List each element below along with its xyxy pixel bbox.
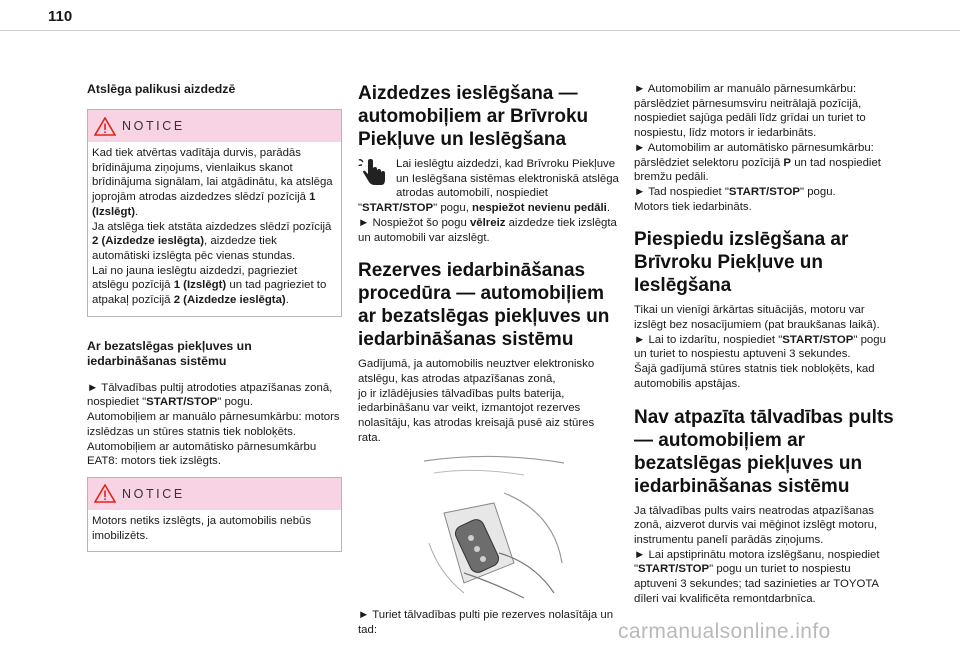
notice-header <box>88 478 341 510</box>
notice-paragraph: Kad tiek atvērtas vadītāja durvis, parādās brīdinājuma ziņojums, vienlaikus skanot brīdinājuma signālam, lai atgādinātu, ka atslēga joprojām atrodas aizdedzes slēdzī pozīcijā 1 (Izslēgt). <box>92 147 333 218</box>
notice-title: NOTICE <box>122 486 185 501</box>
column-3 <box>634 82 896 606</box>
finger-touch-icon <box>358 157 392 187</box>
watermark: carmanualsonline.info <box>618 620 831 643</box>
body-paragraph: jo ir izlādējusies tālvadības pults baterija, iedarbināšanu var veikt, izmantojot rezerves nolasītāju, kas atrodas kreisajā pusē aiz stūres rata. <box>358 387 595 444</box>
body-paragraph: Automobiļiem ar manuālo pārnesumkārbu: motors izslēdzas un stūres statnis tiek nobloķēts. <box>87 411 340 438</box>
body-paragraph: Šajā gadījumā stūres statnis tiek nobloķēts, kad automobilis apstājas. <box>634 363 875 390</box>
notice-box-2 <box>87 477 342 552</box>
body-paragraph: ► Automobilim ar automātisko pārnesumkārbu: pārslēdziet selektoru pozīcijā P un tad nospiediet bremžu pedāli. <box>634 141 881 184</box>
column-2 <box>358 82 620 638</box>
touch-paragraph <box>358 157 620 216</box>
warning-triangle-icon <box>94 484 116 503</box>
warning-triangle-icon <box>94 117 116 136</box>
heading-forced-stop: Piespiedu izslēgšana ar Brīvroku Piekļuve un Ieslēgšana <box>634 229 849 297</box>
body-paragraph: ► Turiet tālvadības pulti pie rezerves nolasītāja un tad: <box>358 609 614 636</box>
heading-backup-start: Rezerves iedarbināšanas procedūra — automobiļiem ar bezatslēgas piekļuves un iedarbināšanas sistēmu <box>358 260 610 351</box>
page-number: 110 <box>48 8 73 25</box>
body-paragraph: Automobiļiem ar automātisko pārnesumkārbu EAT8: motors tiek izslēgts. <box>87 440 317 468</box>
notice-title: NOTICE <box>122 118 185 133</box>
notice-paragraph: Lai no jauna ieslēgtu aizdedzi, pagrieziet atslēgu pozīcijā 1 (Izslēgt) un tad pagrieziet to atpakaļ pozīcijā 2 (Aizdedze ieslēgta). <box>92 264 327 307</box>
notice-body <box>88 510 341 551</box>
notice-body <box>88 142 341 316</box>
body-paragraph: ► Automobilim ar manuālo pārnesumkārbu: pārslēdziet pārnesumsviru neitrālajā pozīcijā, nospiediet sajūga pedāli līdz grīdai un turiet to nospiestu, līdz motors ir iedarbināts. <box>634 83 866 140</box>
body-paragraph: Gadījumā, ja automobilis neuztver elektronisko atslēgu, kas atrodas atpazīšanas zonā, <box>358 358 595 385</box>
body-paragraph: Motors tiek iedarbināts. <box>634 200 752 213</box>
body-paragraph: ► Nospiežot šo pogu vēlreiz aizdedze tiek izslēgta un automobili var aizslēgt. <box>358 216 617 244</box>
column-1 <box>87 82 342 566</box>
body-paragraph: Ja tālvadības pults vairs neatrodas atpazīšanas zonā, aizverot durvis vai mēģinot izslēgt motoru, instrumentu panelī parādās ziņojums. <box>634 504 878 546</box>
heading-key-in-ignition: Atslēga palikusi aizdedzē <box>87 82 236 96</box>
body-paragraph: Lai ieslēgtu aizdedzi, kad Brīvroku Piekļuve un Ieslēgšana sistēmas elektroniskā atslēga atrodas automobilī, nospiediet "START/STOP" pogu, nespiežot nevienu pedāli. <box>358 158 619 215</box>
notice-paragraph: Ja atslēga tiek atstāta aizdedzes slēdzī pozīcijā 2 (Aizdedze ieslēgta), aizdedze tiek automātiski izslēgta pēc vienas stundas. <box>92 220 332 262</box>
header-divider <box>0 30 960 31</box>
notice-header <box>88 110 341 142</box>
notice-box-1 <box>87 109 342 317</box>
body-paragraph: ► Lai apstiprinātu motora izslēgšanu, nospiediet "START/STOP" pogu un turiet to nospiestu aptuveni 3 sekundes; tad sazinieties ar TOYOTA dīleri vai kvalificēta remontdarbnīca. <box>634 548 880 605</box>
body-paragraph: ► Tad nospiediet "START/STOP" pogu. <box>634 185 836 198</box>
body-paragraph: Tikai un vienīgi ārkārtas situācijās, motoru var izslēgt bez nosacījumiem (pat braukšanas laikā). <box>634 304 880 332</box>
heading-ignition-on: Aizdedzes ieslēgšana — automobiļiem ar Brīvroku Piekļuve un Ieslēgšana <box>358 83 589 150</box>
heading-keyless-system: Ar bezatslēgas piekļuves un iedarbināšanas sistēmu <box>87 338 252 368</box>
body-paragraph: ► Lai to izdarītu, nospiediet "START/STOP" pogu un turiet to nospiestu aptuveni 3 sekundes. <box>634 333 886 361</box>
backup-reader-illustration <box>404 453 574 603</box>
heading-remote-not-detected: Nav atpazīta tālvadības pults — automobiļiem ar bezatslēgas piekļuves un iedarbināšanas sistēmu <box>634 406 894 497</box>
notice-paragraph: Motors netiks izslēgts, ja automobilis nebūs imobilizēts. <box>92 514 312 542</box>
body-paragraph: ► Tālvadības pultij atrodoties atpazīšanas zonā, nospiediet "START/STOP" pogu. <box>87 381 333 409</box>
